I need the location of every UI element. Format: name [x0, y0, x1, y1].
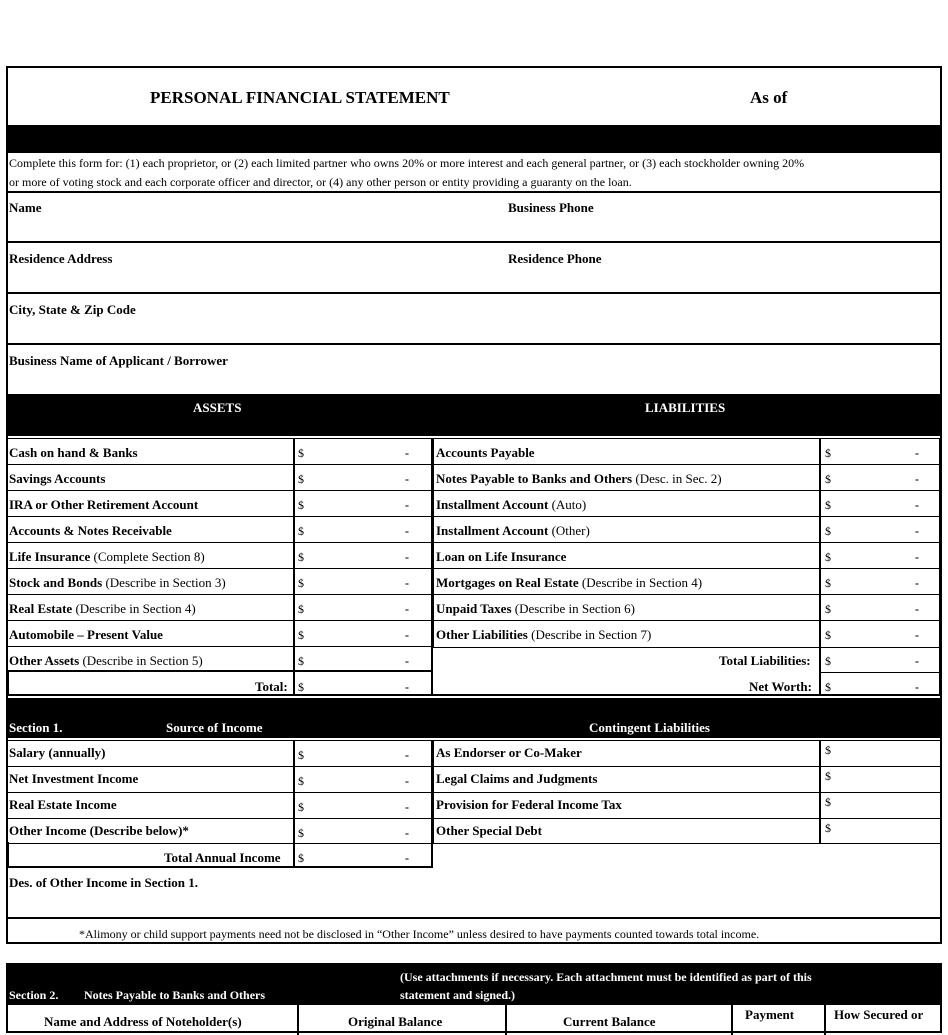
column-header: How Secured or: [834, 1007, 924, 1022]
name-label: Name: [9, 200, 42, 215]
section2-number: Section 2.: [9, 988, 59, 1002]
column-header: Original Balance: [348, 1014, 443, 1029]
liability-label: Loan on Life Insurance: [436, 549, 567, 564]
other-income-description-label: Des. of Other Income in Section 1.: [9, 875, 198, 890]
name-field[interactable]: [7, 217, 505, 241]
contingent-value-field[interactable]: $: [825, 743, 831, 757]
contingent-heading: Contingent Liabilities: [589, 720, 710, 735]
contingent-value-field[interactable]: $: [825, 795, 831, 809]
liability-label: Mortgages on Real Estate (Describe in Section 4): [436, 575, 703, 590]
liability-label: Installment Account (Other): [436, 523, 590, 538]
asset-label: Cash on hand & Banks: [9, 445, 138, 460]
divider: [6, 191, 942, 193]
contingent-label: Provision for Federal Income Tax: [436, 797, 622, 812]
contingent-value-field[interactable]: $: [825, 821, 831, 835]
asset-value-field[interactable]: $ -: [298, 654, 409, 668]
total-income-field[interactable]: $ -: [298, 851, 409, 865]
asset-label: Other Assets (Describe in Section 5): [9, 653, 203, 668]
business-name-field[interactable]: [7, 370, 940, 393]
liability-value-field[interactable]: $ -: [825, 446, 919, 460]
asset-label: Automobile – Present Value: [9, 627, 163, 642]
liability-label: Other Liabilities (Describe in Section 7): [436, 627, 652, 642]
business-phone-field[interactable]: [506, 217, 940, 241]
section1-header: [7, 698, 941, 738]
asset-label: Stock and Bonds (Describe in Section 3): [9, 575, 226, 590]
total-liabilities-field[interactable]: $ -: [825, 654, 919, 668]
income-value-field[interactable]: $ -: [298, 774, 409, 788]
assets-total-label: Total:: [255, 679, 288, 694]
divider: [6, 343, 942, 345]
income-value-field[interactable]: $ -: [298, 826, 409, 840]
liability-value-field[interactable]: $ -: [825, 576, 919, 590]
column-header: Name and Address of Noteholder(s): [44, 1014, 242, 1029]
asset-value-field[interactable]: $ -: [298, 602, 409, 616]
liability-label: Accounts Payable: [436, 445, 535, 460]
asset-label: Life Insurance (Complete Section 8): [9, 549, 205, 564]
contingent-label: Other Special Debt: [436, 823, 542, 838]
liability-value-field[interactable]: $ -: [825, 550, 919, 564]
assets-liabilities-header: [7, 394, 941, 436]
other-income-description-field[interactable]: [7, 892, 940, 916]
residence-address-label: Residence Address: [9, 251, 113, 266]
net-worth-label: Net Worth:: [749, 679, 812, 694]
contingent-label: As Endorser or Co-Maker: [436, 745, 582, 760]
section2-note-line-1: (Use attachments if necessary. Each attachment must be identified as part of this: [400, 970, 812, 984]
liability-value-field[interactable]: $ -: [825, 498, 919, 512]
page-title: PERSONAL FINANCIAL STATEMENT: [150, 88, 450, 107]
asset-value-field[interactable]: $ -: [298, 446, 409, 460]
divider: [6, 241, 942, 243]
asset-label: IRA or Other Retirement Account: [9, 497, 199, 512]
liability-value-field[interactable]: $ -: [825, 628, 919, 642]
column-header: Current Balance: [563, 1014, 656, 1029]
section1-number: Section 1.: [9, 720, 63, 735]
section2-note-line-2: statement and signed.): [400, 988, 516, 1002]
assets-heading: ASSETS: [193, 400, 242, 415]
as-of-label: As of: [750, 88, 788, 107]
footnote: *Alimony or child support payments need not be disclosed in “Other Income” unless desired to have payments counted towards total income.: [79, 927, 760, 941]
asset-label: Accounts & Notes Receivable: [9, 523, 172, 538]
asset-value-field[interactable]: $ -: [298, 472, 409, 486]
liability-label: Unpaid Taxes (Describe in Section 6): [436, 601, 635, 616]
residence-address-field[interactable]: [7, 268, 505, 292]
liability-value-field[interactable]: $ -: [825, 524, 919, 538]
asset-value-field[interactable]: $ -: [298, 628, 409, 642]
liability-label: Notes Payable to Banks and Others (Desc. in Sec. 2): [436, 471, 722, 486]
liabilities-heading: LIABILITIES: [645, 400, 726, 415]
column-header: Payment: [745, 1007, 795, 1022]
asset-value-field[interactable]: $ -: [298, 524, 409, 538]
contingent-value-field[interactable]: $: [825, 769, 831, 783]
divider: [6, 292, 942, 294]
instructions-line-2: or more of voting stock and each corporate officer and director, or (4) any other person or entity providing a guaranty on the loan.: [9, 175, 632, 189]
asset-label: Savings Accounts: [9, 471, 106, 486]
contingent-label: Legal Claims and Judgments: [436, 771, 598, 786]
divider: [6, 917, 942, 919]
income-label: Net Investment Income: [9, 771, 139, 786]
asset-value-field[interactable]: $ -: [298, 576, 409, 590]
section1-heading: Source of Income: [166, 720, 263, 735]
total-income-label: Total Annual Income: [164, 850, 281, 865]
income-label: Real Estate Income: [9, 797, 117, 812]
residence-phone-label: Residence Phone: [508, 251, 602, 266]
income-label: Other Income (Describe below)*: [9, 823, 189, 838]
net-worth-field[interactable]: $ -: [825, 680, 919, 694]
total-liabilities-label: Total Liabilities:: [719, 653, 811, 668]
header-band: [7, 127, 941, 153]
section2-heading: Notes Payable to Banks and Others: [84, 988, 266, 1002]
income-value-field[interactable]: $ -: [298, 748, 409, 762]
asset-value-field[interactable]: $ -: [298, 550, 409, 564]
instructions-line-1: Complete this form for: (1) each proprietor, or (2) each limited partner who owns 20% or more interest and each general partner, or (3) each stockholder owning 20%: [9, 156, 805, 170]
liability-label: Installment Account (Auto): [436, 497, 587, 512]
liability-value-field[interactable]: $ -: [825, 472, 919, 486]
city-state-zip-label: City, State & Zip Code: [9, 302, 136, 317]
income-value-field[interactable]: $ -: [298, 800, 409, 814]
city-state-zip-field[interactable]: [7, 319, 940, 343]
assets-total-field[interactable]: $ -: [298, 680, 409, 694]
business-phone-label: Business Phone: [508, 200, 594, 215]
business-name-label: Business Name of Applicant / Borrower: [9, 353, 228, 368]
asset-label: Real Estate (Describe in Section 4): [9, 601, 196, 616]
income-label: Salary (annually): [9, 745, 106, 760]
residence-phone-field[interactable]: [506, 268, 940, 292]
liability-value-field[interactable]: $ -: [825, 602, 919, 616]
asset-value-field[interactable]: $ -: [298, 498, 409, 512]
